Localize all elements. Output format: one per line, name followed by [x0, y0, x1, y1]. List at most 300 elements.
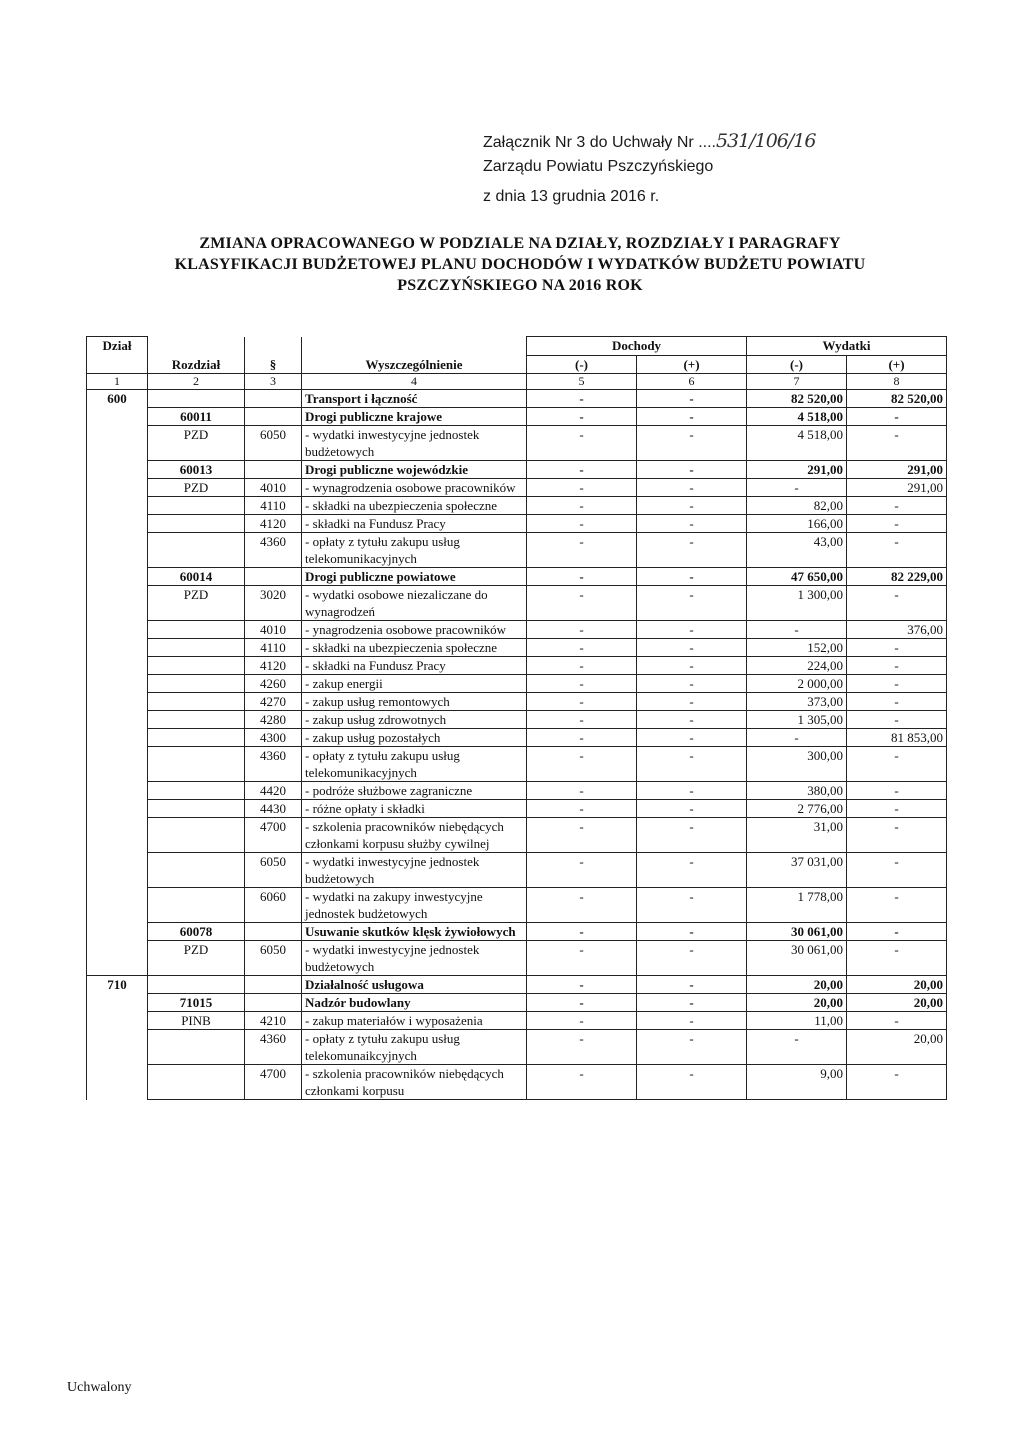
- dochody-minus-cell: -: [527, 782, 637, 800]
- rozdzial-row: [87, 408, 947, 426]
- dochody-plus-cell: -: [637, 888, 747, 923]
- description-cell: - zakup usług pozostałych: [302, 729, 527, 747]
- wydatki-minus-cell: 2 776,00: [747, 800, 847, 818]
- wydatki-minus-cell: 1 305,00: [747, 711, 847, 729]
- rozdzial-cell: [148, 1030, 245, 1065]
- rozdzial-cell: [148, 621, 245, 639]
- dochody-plus-cell: -: [637, 853, 747, 888]
- rozdzial-cell: [148, 818, 245, 853]
- paragraf-cell: 4110: [245, 497, 302, 515]
- footer-status: Uchwalony: [67, 1380, 132, 1395]
- paragraf-row: [87, 711, 947, 729]
- wydatki-plus-cell: 376,00: [847, 621, 947, 639]
- paragraf-cell: 4270: [245, 693, 302, 711]
- wydatki-plus-cell: -: [847, 1065, 947, 1100]
- description-cell: Działalność usługowa: [302, 976, 527, 994]
- paragraf-cell: 4700: [245, 818, 302, 853]
- header-dochody-minus: (-): [527, 356, 637, 374]
- dochody-plus-cell: -: [637, 711, 747, 729]
- dzial-cell: 600: [87, 390, 148, 408]
- wydatki-minus-cell: 1 300,00: [747, 586, 847, 621]
- paragraf-cell: [245, 923, 302, 941]
- col-number: 5: [527, 374, 637, 390]
- paragraf-row: [87, 533, 947, 568]
- paragraf-cell: 4010: [245, 621, 302, 639]
- paragraf-cell: [245, 408, 302, 426]
- paragraf-row: [87, 693, 947, 711]
- description-cell: - opłaty z tytułu zakupu usług telekomunaikcyjnych: [302, 1030, 527, 1065]
- rozdzial-cell: [148, 711, 245, 729]
- rozdzial-cell: PZD: [148, 426, 245, 461]
- paragraf-row: [87, 729, 947, 747]
- wydatki-plus-cell: 20,00: [847, 994, 947, 1012]
- dochody-minus-cell: -: [527, 976, 637, 994]
- dochody-minus-cell: -: [527, 818, 637, 853]
- dzial-cell: [87, 568, 148, 586]
- paragraf-cell: [245, 568, 302, 586]
- rozdzial-cell: [148, 888, 245, 923]
- rozdzial-cell: [148, 976, 245, 994]
- paragraf-row: [87, 800, 947, 818]
- wydatki-plus-cell: -: [847, 923, 947, 941]
- header-date-line: z dnia 13 grudnia 2016 r.: [483, 188, 660, 205]
- dochody-minus-cell: -: [527, 675, 637, 693]
- rozdzial-cell: [148, 515, 245, 533]
- wydatki-minus-cell: 152,00: [747, 639, 847, 657]
- dzial-cell: [87, 800, 148, 818]
- budget-table: [86, 336, 947, 1100]
- title-line-3: PSZCZYŃSKIEGO NA 2016 ROK: [397, 277, 643, 294]
- wydatki-minus-cell: 9,00: [747, 1065, 847, 1100]
- header-wydatki-plus: (+): [847, 356, 947, 374]
- dochody-plus-cell: -: [637, 941, 747, 976]
- wydatki-minus-cell: 37 031,00: [747, 853, 847, 888]
- wydatki-minus-cell: 31,00: [747, 818, 847, 853]
- description-cell: - szkolenia pracowników niebędących członkami korpusu służby cywilnej: [302, 818, 527, 853]
- description-cell: - różne opłaty i składki: [302, 800, 527, 818]
- rozdzial-cell: 60011: [148, 408, 245, 426]
- paragraf-cell: 4700: [245, 1065, 302, 1100]
- wydatki-plus-cell: -: [847, 941, 947, 976]
- paragraf-row: [87, 1065, 947, 1100]
- paragraf-cell: 6050: [245, 941, 302, 976]
- dzial-cell: [87, 586, 148, 621]
- dochody-plus-cell: -: [637, 461, 747, 479]
- wydatki-minus-cell: 224,00: [747, 657, 847, 675]
- dochody-minus-cell: -: [527, 568, 637, 586]
- wydatki-plus-cell: -: [847, 800, 947, 818]
- wydatki-minus-cell: 373,00: [747, 693, 847, 711]
- wydatki-plus-cell: 20,00: [847, 976, 947, 994]
- col-number: 8: [847, 374, 947, 390]
- wydatki-minus-cell: 2 000,00: [747, 675, 847, 693]
- document-title: [80, 233, 960, 296]
- dochody-minus-cell: -: [527, 515, 637, 533]
- rozdzial-row: [87, 994, 947, 1012]
- wydatki-minus-cell: -: [747, 1030, 847, 1065]
- paragraf-row: [87, 747, 947, 782]
- paragraf-row: [87, 941, 947, 976]
- budget-table-body: [87, 390, 947, 1100]
- rozdzial-cell: PINB: [148, 1012, 245, 1030]
- paragraf-cell: 3020: [245, 586, 302, 621]
- dochody-minus-cell: -: [527, 729, 637, 747]
- paragraf-row: [87, 586, 947, 621]
- dochody-minus-cell: -: [527, 853, 637, 888]
- dzial-cell: 710: [87, 976, 148, 994]
- wydatki-plus-cell: -: [847, 657, 947, 675]
- wydatki-minus-cell: -: [747, 729, 847, 747]
- paragraf-cell: 4280: [245, 711, 302, 729]
- dochody-plus-cell: -: [637, 675, 747, 693]
- description-cell: Drogi publiczne powiatowe: [302, 568, 527, 586]
- dzial-row: [87, 976, 947, 994]
- wydatki-minus-cell: 380,00: [747, 782, 847, 800]
- wydatki-minus-cell: 47 650,00: [747, 568, 847, 586]
- rozdzial-cell: 60014: [148, 568, 245, 586]
- paragraf-row: [87, 497, 947, 515]
- description-cell: Transport i łączność: [302, 390, 527, 408]
- description-cell: - wydatki inwestycyjne jednostek budżetowych: [302, 853, 527, 888]
- rozdzial-cell: [148, 639, 245, 657]
- rozdzial-cell: [148, 747, 245, 782]
- dochody-minus-cell: -: [527, 586, 637, 621]
- description-cell: - wydatki inwestycyjne jednostek budżetowych: [302, 426, 527, 461]
- paragraf-cell: 6050: [245, 426, 302, 461]
- dochody-plus-cell: -: [637, 1030, 747, 1065]
- description-cell: - składki na ubezpieczenia społeczne: [302, 497, 527, 515]
- dochody-plus-cell: -: [637, 586, 747, 621]
- dzial-cell: [87, 941, 148, 976]
- paragraf-cell: [245, 461, 302, 479]
- dochody-plus-cell: -: [637, 426, 747, 461]
- header-rozdzial: Rozdział: [148, 337, 245, 374]
- dochody-minus-cell: -: [527, 693, 637, 711]
- paragraf-row: [87, 657, 947, 675]
- wydatki-plus-cell: -: [847, 675, 947, 693]
- paragraf-row: [87, 888, 947, 923]
- paragraf-row: [87, 621, 947, 639]
- col-number: 7: [747, 374, 847, 390]
- description-cell: - składki na Fundusz Pracy: [302, 515, 527, 533]
- rozdzial-cell: [148, 782, 245, 800]
- col-number: 4: [302, 374, 527, 390]
- description-cell: - szkolenia pracowników niebędących członkami korpusu: [302, 1065, 527, 1100]
- rozdzial-cell: [148, 657, 245, 675]
- wydatki-plus-cell: 20,00: [847, 1030, 947, 1065]
- dochody-plus-cell: -: [637, 693, 747, 711]
- wydatki-plus-cell: -: [847, 782, 947, 800]
- description-cell: - zakup usług remontowych: [302, 693, 527, 711]
- paragraf-cell: 4430: [245, 800, 302, 818]
- wydatki-plus-cell: -: [847, 693, 947, 711]
- dochody-plus-cell: -: [637, 479, 747, 497]
- rozdzial-cell: [148, 853, 245, 888]
- paragraf-cell: [245, 390, 302, 408]
- dzial-cell: [87, 497, 148, 515]
- wydatki-plus-cell: -: [847, 426, 947, 461]
- dochody-minus-cell: -: [527, 1012, 637, 1030]
- paragraf-cell: 4360: [245, 533, 302, 568]
- wydatki-minus-cell: -: [747, 479, 847, 497]
- wydatki-minus-cell: 82 520,00: [747, 390, 847, 408]
- paragraf-cell: 4360: [245, 747, 302, 782]
- dzial-cell: [87, 888, 148, 923]
- dochody-minus-cell: -: [527, 941, 637, 976]
- rozdzial-cell: [148, 533, 245, 568]
- description-cell: - składki na ubezpieczenia społeczne: [302, 639, 527, 657]
- dochody-minus-cell: -: [527, 621, 637, 639]
- paragraf-row: [87, 426, 947, 461]
- paragraf-cell: 4210: [245, 1012, 302, 1030]
- dzial-cell: [87, 711, 148, 729]
- header-nr-dots: ....: [698, 134, 716, 151]
- wydatki-plus-cell: -: [847, 408, 947, 426]
- dochody-minus-cell: -: [527, 923, 637, 941]
- col-number: 6: [637, 374, 747, 390]
- paragraf-row: [87, 675, 947, 693]
- paragraf-row: [87, 1030, 947, 1065]
- dzial-cell: [87, 853, 148, 888]
- dochody-plus-cell: -: [637, 515, 747, 533]
- paragraf-row: [87, 1012, 947, 1030]
- wydatki-minus-cell: 82,00: [747, 497, 847, 515]
- dzial-cell: [87, 818, 148, 853]
- dochody-minus-cell: -: [527, 994, 637, 1012]
- dzial-cell: [87, 994, 148, 1012]
- paragraf-row: [87, 639, 947, 657]
- handwritten-resolution-number: 531/106/16: [715, 130, 816, 152]
- wydatki-plus-cell: -: [847, 515, 947, 533]
- paragraf-cell: 4120: [245, 515, 302, 533]
- dochody-minus-cell: -: [527, 461, 637, 479]
- wydatki-plus-cell: -: [847, 853, 947, 888]
- paragraf-cell: 4120: [245, 657, 302, 675]
- paragraf-cell: [245, 994, 302, 1012]
- wydatki-minus-cell: 20,00: [747, 976, 847, 994]
- dochody-plus-cell: -: [637, 923, 747, 941]
- wydatki-plus-cell: -: [847, 711, 947, 729]
- paragraf-row: [87, 818, 947, 853]
- header-annex-line: [483, 128, 816, 154]
- wydatki-minus-cell: 291,00: [747, 461, 847, 479]
- paragraf-cell: 4010: [245, 479, 302, 497]
- wydatki-plus-cell: 81 853,00: [847, 729, 947, 747]
- wydatki-minus-cell: 43,00: [747, 533, 847, 568]
- description-cell: - opłaty z tytułu zakupu usług telekomunikacyjnych: [302, 747, 527, 782]
- description-cell: Usuwanie skutków klęsk żywiołowych: [302, 923, 527, 941]
- wydatki-minus-cell: 30 061,00: [747, 923, 847, 941]
- dzial-cell: [87, 1030, 148, 1065]
- paragraf-cell: 4420: [245, 782, 302, 800]
- dochody-plus-cell: -: [637, 818, 747, 853]
- dzial-row: [87, 390, 947, 408]
- dochody-plus-cell: -: [637, 800, 747, 818]
- dzial-cell: [87, 693, 148, 711]
- dochody-minus-cell: -: [527, 390, 637, 408]
- dzial-cell: [87, 1012, 148, 1030]
- rozdzial-row: [87, 568, 947, 586]
- wydatki-minus-cell: 11,00: [747, 1012, 847, 1030]
- description-cell: Drogi publiczne wojewódzkie: [302, 461, 527, 479]
- dochody-minus-cell: -: [527, 888, 637, 923]
- dochody-minus-cell: -: [527, 533, 637, 568]
- header-board-line: Zarządu Powiatu Pszczyńskiego: [483, 158, 714, 175]
- wydatki-plus-cell: -: [847, 639, 947, 657]
- wydatki-minus-cell: -: [747, 621, 847, 639]
- wydatki-minus-cell: 166,00: [747, 515, 847, 533]
- dzial-cell: [87, 747, 148, 782]
- dochody-plus-cell: -: [637, 976, 747, 994]
- title-line-2: KLASYFIKACJI BUDŻETOWEJ PLANU DOCHODÓW I WYDATKÓW BUDŻETU POWIATU: [174, 256, 866, 273]
- dochody-minus-cell: -: [527, 408, 637, 426]
- paragraf-row: [87, 782, 947, 800]
- dochody-plus-cell: -: [637, 1065, 747, 1100]
- col-number: 2: [148, 374, 245, 390]
- description-cell: - wydatki na zakupy inwestycyjne jednostek budżetowych: [302, 888, 527, 923]
- header-dochody-plus: (+): [637, 356, 747, 374]
- description-cell: - zakup usług zdrowotnych: [302, 711, 527, 729]
- wydatki-minus-cell: 300,00: [747, 747, 847, 782]
- dochody-plus-cell: -: [637, 408, 747, 426]
- dochody-plus-cell: -: [637, 994, 747, 1012]
- dochody-plus-cell: -: [637, 497, 747, 515]
- paragraf-row: [87, 853, 947, 888]
- description-cell: Drogi publiczne krajowe: [302, 408, 527, 426]
- wydatki-plus-cell: 291,00: [847, 479, 947, 497]
- dzial-cell: [87, 657, 148, 675]
- paragraf-cell: 4260: [245, 675, 302, 693]
- paragraf-cell: 6050: [245, 853, 302, 888]
- dzial-cell: [87, 729, 148, 747]
- header-dzial: Dział: [87, 337, 148, 374]
- dochody-plus-cell: -: [637, 782, 747, 800]
- wydatki-plus-cell: 82 229,00: [847, 568, 947, 586]
- rozdzial-cell: PZD: [148, 941, 245, 976]
- dochody-minus-cell: -: [527, 1030, 637, 1065]
- header-paragraf: §: [245, 337, 302, 374]
- dochody-plus-cell: -: [637, 621, 747, 639]
- dochody-plus-cell: -: [637, 390, 747, 408]
- title-line-1: ZMIANA OPRACOWANEGO W PODZIALE NA DZIAŁY, ROZDZIAŁY I PARAGRAFY: [199, 235, 841, 252]
- wydatki-plus-cell: 82 520,00: [847, 390, 947, 408]
- dzial-cell: [87, 621, 148, 639]
- description-cell: - zakup energii: [302, 675, 527, 693]
- dochody-minus-cell: -: [527, 639, 637, 657]
- rozdzial-row: [87, 461, 947, 479]
- rozdzial-cell: [148, 729, 245, 747]
- header-annex-text: Załącznik Nr 3 do Uchwały Nr: [483, 134, 694, 151]
- header-wydatki: Wydatki: [747, 337, 947, 356]
- description-cell: - wynagrodzenia osobowe pracowników: [302, 479, 527, 497]
- description-cell: - podróże służbowe zagraniczne: [302, 782, 527, 800]
- paragraf-cell: 4360: [245, 1030, 302, 1065]
- dzial-cell: [87, 1065, 148, 1100]
- description-cell: - ynagrodzenia osobowe pracowników: [302, 621, 527, 639]
- header-wyszczegolnienie: Wyszczególnienie: [302, 337, 527, 374]
- wydatki-plus-cell: 291,00: [847, 461, 947, 479]
- wydatki-minus-cell: 30 061,00: [747, 941, 847, 976]
- wydatki-plus-cell: -: [847, 747, 947, 782]
- description-cell: - wydatki inwestycyjne jednostek budżetowych: [302, 941, 527, 976]
- wydatki-minus-cell: 4 518,00: [747, 408, 847, 426]
- rozdzial-cell: [148, 675, 245, 693]
- rozdzial-cell: [148, 800, 245, 818]
- rozdzial-cell: PZD: [148, 586, 245, 621]
- rozdzial-cell: PZD: [148, 479, 245, 497]
- col-number: 3: [245, 374, 302, 390]
- dochody-minus-cell: -: [527, 497, 637, 515]
- dzial-cell: [87, 782, 148, 800]
- dochody-minus-cell: -: [527, 711, 637, 729]
- dzial-cell: [87, 675, 148, 693]
- header-dochody: Dochody: [527, 337, 747, 356]
- dochody-plus-cell: -: [637, 1012, 747, 1030]
- dzial-cell: [87, 479, 148, 497]
- wydatki-minus-cell: 1 778,00: [747, 888, 847, 923]
- wydatki-plus-cell: -: [847, 586, 947, 621]
- col-number: 1: [87, 374, 148, 390]
- dochody-plus-cell: -: [637, 747, 747, 782]
- wydatki-minus-cell: 20,00: [747, 994, 847, 1012]
- document-header: [483, 128, 816, 210]
- dochody-plus-cell: -: [637, 729, 747, 747]
- dochody-minus-cell: -: [527, 657, 637, 675]
- dochody-plus-cell: -: [637, 657, 747, 675]
- paragraf-cell: [245, 976, 302, 994]
- rozdzial-cell: [148, 693, 245, 711]
- dzial-cell: [87, 461, 148, 479]
- wydatki-plus-cell: -: [847, 1012, 947, 1030]
- paragraf-cell: 4110: [245, 639, 302, 657]
- description-cell: Nadzór budowlany: [302, 994, 527, 1012]
- paragraf-row: [87, 515, 947, 533]
- rozdzial-cell: 60078: [148, 923, 245, 941]
- dzial-cell: [87, 515, 148, 533]
- wydatki-plus-cell: -: [847, 497, 947, 515]
- dochody-plus-cell: -: [637, 533, 747, 568]
- dochody-plus-cell: -: [637, 639, 747, 657]
- paragraf-cell: 4300: [245, 729, 302, 747]
- dochody-minus-cell: -: [527, 800, 637, 818]
- header-wydatki-minus: (-): [747, 356, 847, 374]
- dzial-cell: [87, 923, 148, 941]
- wydatki-plus-cell: -: [847, 818, 947, 853]
- dochody-minus-cell: -: [527, 747, 637, 782]
- rozdzial-cell: [148, 497, 245, 515]
- paragraf-row: [87, 479, 947, 497]
- rozdzial-cell: [148, 1065, 245, 1100]
- dzial-cell: [87, 408, 148, 426]
- paragraf-cell: 6060: [245, 888, 302, 923]
- dochody-minus-cell: -: [527, 426, 637, 461]
- rozdzial-cell: 71015: [148, 994, 245, 1012]
- column-number-row: [87, 374, 947, 390]
- dochody-plus-cell: -: [637, 568, 747, 586]
- description-cell: - wydatki osobowe niezaliczane do wynagrodzeń: [302, 586, 527, 621]
- rozdzial-cell: [148, 390, 245, 408]
- dochody-minus-cell: -: [527, 479, 637, 497]
- dzial-cell: [87, 426, 148, 461]
- rozdzial-cell: 60013: [148, 461, 245, 479]
- wydatki-plus-cell: -: [847, 533, 947, 568]
- rozdzial-row: [87, 923, 947, 941]
- description-cell: - opłaty z tytułu zakupu usług telekomunikacyjnych: [302, 533, 527, 568]
- dzial-cell: [87, 639, 148, 657]
- wydatki-minus-cell: 4 518,00: [747, 426, 847, 461]
- wydatki-plus-cell: -: [847, 888, 947, 923]
- description-cell: - zakup materiałów i wyposażenia: [302, 1012, 527, 1030]
